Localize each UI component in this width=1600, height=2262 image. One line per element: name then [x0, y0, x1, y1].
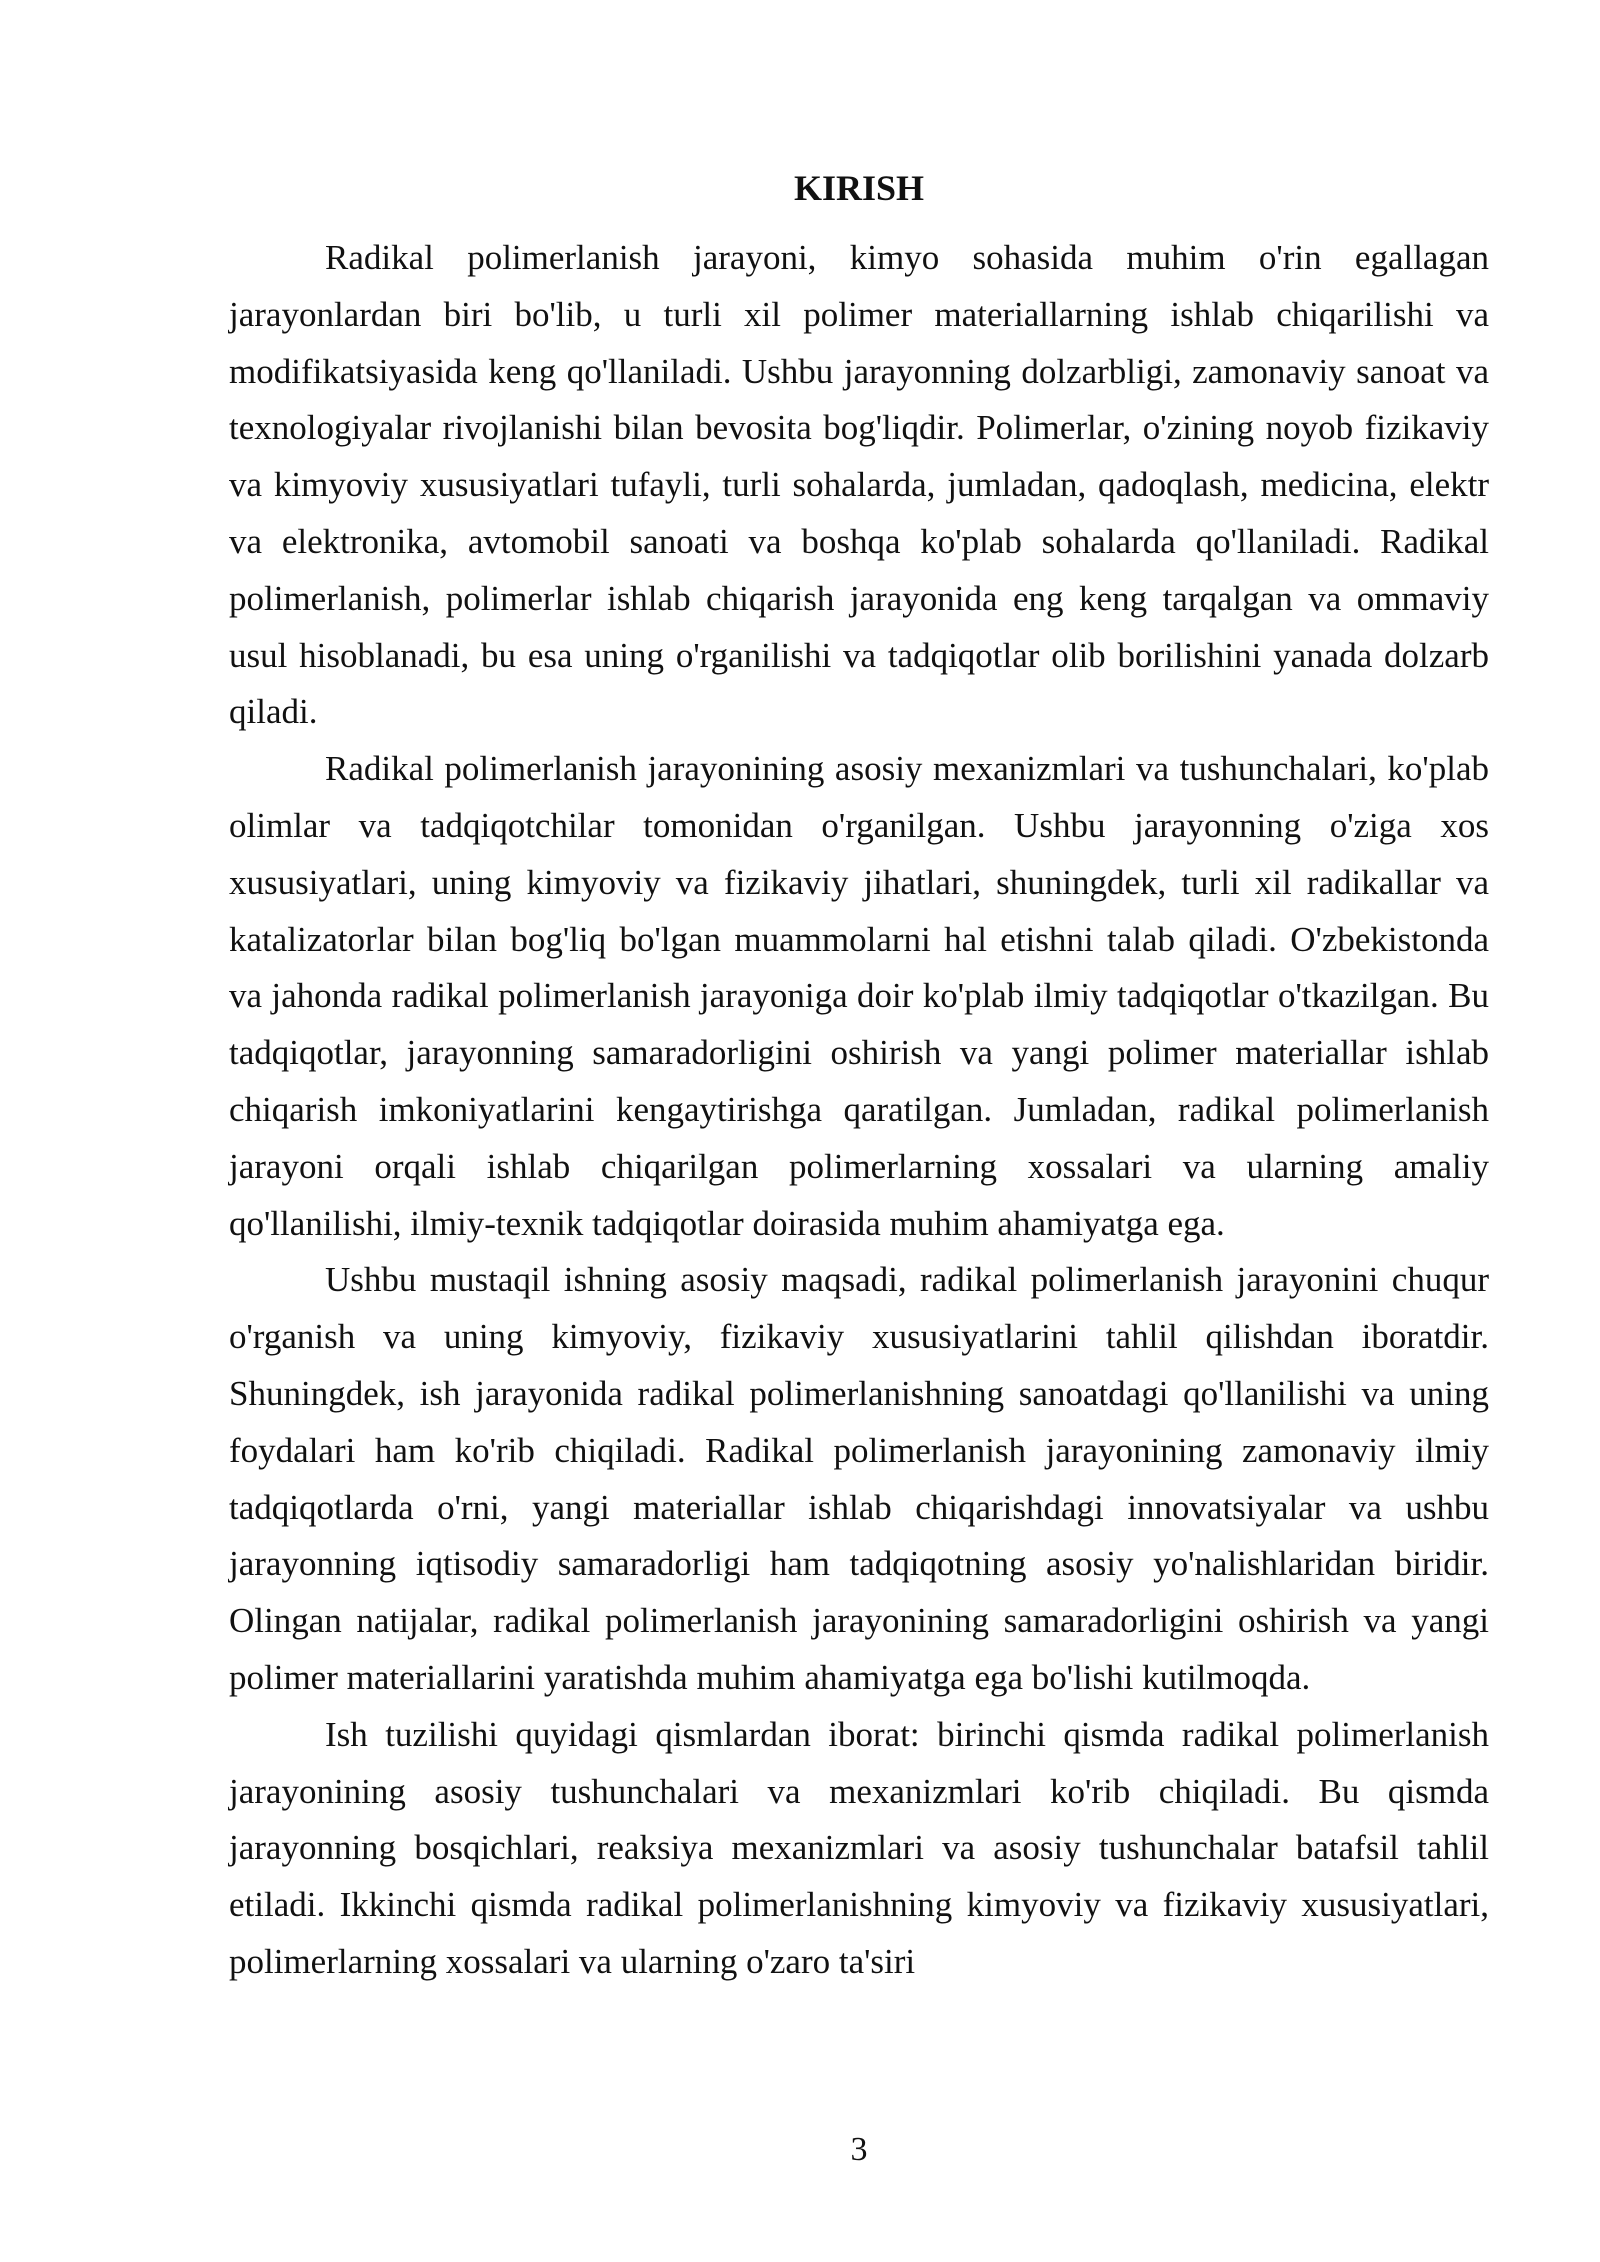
paragraph-2: Radikal polimerlanish jarayonining asosiy mexanizmlari va tushunchalari, ko'plab olimlar va tadqiqotchilar tomonidan o'rganilgan. Ushbu jarayonning o'ziga xos xususiyatlari, uning kimyoviy va fizikaviy jihatlari, shuningdek, turli xil radikallar va katalizatorlar bilan bog'liq bo'lgan muammolarni hal etishni talab qiladi. O'zbekistonda va jahonda radikal polimerlanish jarayoniga doir ko'plab ilmiy tadqiqotlar o'tkazilgan. Bu tadqiqotlar, jarayonning samaradorligini oshirish va yangi polimer materiallar ishlab chiqarish imkoniyatlarini kengaytirishga qaratilgan. Jumladan, radikal polimerlanish jarayoni orqali ishlab chiqarilgan polimerlarning xossalari va ularning amaliy qo'llanilishi, ilmiy-texnik tadqiqotlar doirasida muhim ahamiyatga ega. [229, 749, 1489, 1243]
page-number: 3 [850, 2131, 868, 2168]
document-body [229, 160, 1489, 1991]
section-title: KIRISH [793, 168, 925, 208]
paragraph-4: Ish tuzilishi quyidagi qismlardan iborat: birinchi qismda radikal polimerlanish jarayonining asosiy tushunchalari va mexanizmlari ko'rib chiqiladi. Bu qismda jarayonning bosqichlari, reaksiya mexanizmlari va asosiy tushunchalar batafsil tahlil etiladi. Ikkinchi qismda radikal polimerlanishning kimyoviy va fizikaviy xususiyatlari, polimerlarning xossalari va ularning o'zaro ta'siri [229, 1714, 1489, 1981]
paragraph-3: Ushbu mustaqil ishning asosiy maqsadi, radikal polimerlanish jarayonini chuqur o'rganish va uning kimyoviy, fizikaviy xususiyatlarini tahlil qilishdan iboratdir. Shuningdek, ish jarayonida radikal polimerlanishning sanoatdagi qo'llanilishi va uning foydalari ham ko'rib chiqiladi. Radikal polimerlanish jarayonining zamonaviy ilmiy tadqiqotlarda o'rni, yangi materiallar ishlab chiqarishdagi innovatsiyalar va ushbu jarayonning iqtisodiy samaradorligi ham tadqiqotning asosiy yo'nalishlaridan biridir. Olingan natijalar, radikal polimerlanish jarayonining samaradorligini oshirish va yangi polimer materiallarini yaratishda muhim ahamiyatga ega bo'lishi kutilmoqda. [229, 1260, 1489, 1697]
paragraph-1: Radikal polimerlanish jarayoni, kimyo sohasida muhim o'rin egallagan jarayonlardan biri bo'lib, u turli xil polimer materiallarning ishlab chiqarilishi va modifikatsiyasida keng qo'llaniladi. Ushbu jarayonning dolzarbligi, zamonaviy sanoat va texnologiyalar rivojlanishi bilan bevosita bog'liqdir. Polimerlar, o'zining noyob fizikaviy va kimyoviy xususiyatlari tufayli, turli sohalarda, jumladan, qadoqlash, medicina, elektr va elektronika, avtomobil sanoati va boshqa ko'plab sohalarda qo'llaniladi. Radikal polimerlanish, polimerlar ishlab chiqarish jarayonida eng keng tarqalgan va ommaviy usul hisoblanadi, bu esa uning o'rganilishi va tadqiqotlar olib borilishini yanada dolzarb qiladi. [229, 238, 1489, 732]
